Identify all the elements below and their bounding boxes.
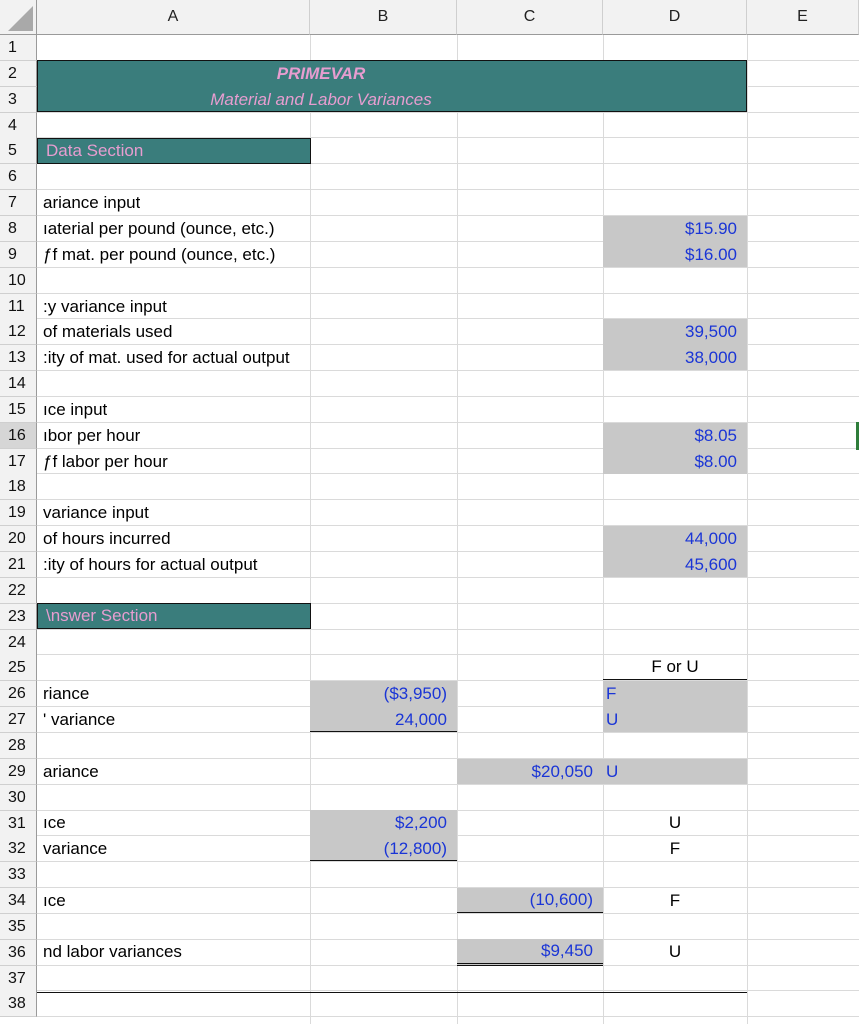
- label-row-34: ıce: [43, 890, 66, 910]
- row-header-23[interactable]: 23: [0, 604, 37, 630]
- label-row-7: ariance input: [43, 192, 141, 212]
- row-header-36[interactable]: 36: [0, 940, 37, 966]
- row-header-8[interactable]: 8: [0, 216, 37, 242]
- column-header-e[interactable]: [747, 0, 859, 35]
- label-row-32: variance: [43, 838, 108, 858]
- row-header-10[interactable]: 10: [0, 268, 37, 294]
- label-row-29: ariance: [43, 761, 99, 781]
- actual-price-material-cell[interactable]: $15.90: [685, 218, 737, 238]
- label-row-16: ıbor per hour: [43, 425, 141, 445]
- price-variance-value[interactable]: ($3,950): [383, 683, 447, 703]
- row-header-30[interactable]: 30: [0, 785, 37, 811]
- label-row-26: riance: [43, 683, 90, 703]
- row-header-35[interactable]: 35: [0, 914, 37, 940]
- row-header-21[interactable]: 21: [0, 552, 37, 578]
- row-header-26[interactable]: 26: [0, 681, 37, 707]
- row-header-22[interactable]: 22: [0, 578, 37, 604]
- label-row-11: :y variance input: [43, 296, 167, 316]
- sheet-subtitle: Material and Labor Variances: [210, 90, 432, 109]
- f-or-u-header: F or U: [603, 655, 747, 680]
- price-variance-flag[interactable]: F: [606, 683, 617, 703]
- row-header-19[interactable]: 19: [0, 500, 37, 526]
- row-header-4[interactable]: 4: [0, 113, 37, 139]
- column-header-label: C: [523, 8, 536, 25]
- column-header-label: D: [668, 8, 681, 25]
- label-row-17: ƒf labor per hour: [43, 451, 168, 471]
- rate-variance-flag[interactable]: U: [668, 812, 682, 832]
- row-header-18[interactable]: 18: [0, 474, 37, 500]
- label-row-12: of materials used: [43, 321, 173, 341]
- row-header-1[interactable]: 1: [0, 35, 37, 61]
- row-header-13[interactable]: 13: [0, 345, 37, 371]
- row-header-24[interactable]: 24: [0, 630, 37, 656]
- bottom-border-line: [37, 992, 747, 993]
- row-header-20[interactable]: 20: [0, 526, 37, 552]
- label-row-19: variance input: [43, 502, 149, 522]
- row-header-37[interactable]: 37: [0, 966, 37, 992]
- total-labor-variance-value[interactable]: (10,600): [457, 888, 603, 913]
- row-header-9[interactable]: 9: [0, 242, 37, 268]
- standard-qty-materials-cell[interactable]: 38,000: [685, 347, 737, 367]
- label-row-15: ıce input: [43, 399, 108, 419]
- efficiency-variance-flag[interactable]: F: [669, 838, 681, 858]
- row-header-32[interactable]: 32: [0, 836, 37, 862]
- column-header-a[interactable]: [37, 0, 310, 35]
- row-header-12[interactable]: 12: [0, 319, 37, 345]
- total-material-variance-value[interactable]: $20,050: [531, 761, 593, 781]
- standard-rate-labor-cell[interactable]: $8.00: [694, 451, 737, 471]
- row-header-14[interactable]: 14: [0, 371, 37, 397]
- label-row-13: :ity of mat. used for actual output: [43, 347, 290, 367]
- row-header-5[interactable]: 5: [0, 138, 37, 164]
- row-header-6[interactable]: 6: [0, 164, 37, 190]
- label-row-21: :ity of hours for actual output: [43, 554, 258, 574]
- actual-qty-materials-cell[interactable]: 39,500: [685, 321, 737, 341]
- row-header-15[interactable]: 15: [0, 397, 37, 423]
- quantity-variance-value[interactable]: 24,000: [395, 709, 447, 729]
- row-header-25[interactable]: 25: [0, 655, 37, 681]
- row-header-29[interactable]: 29: [0, 759, 37, 785]
- row-header-31[interactable]: 31: [0, 811, 37, 837]
- actual-rate-labor-cell[interactable]: $8.05: [694, 425, 737, 445]
- column-header-label: A: [167, 8, 179, 25]
- total-variances-value[interactable]: $9,450: [457, 939, 603, 966]
- actual-hours-cell[interactable]: 44,000: [685, 528, 737, 548]
- column-header-label: B: [377, 8, 389, 25]
- data-section-header: Data Section: [37, 138, 311, 164]
- standard-price-material-cell[interactable]: $16.00: [685, 244, 737, 264]
- standard-hours-cell[interactable]: 45,600: [685, 554, 737, 574]
- column-header-label: E: [797, 8, 808, 25]
- label-row-8: ıaterial per pound (ounce, etc.): [43, 218, 275, 238]
- total-variances-flag[interactable]: U: [668, 941, 682, 961]
- row-header-17[interactable]: 17: [0, 449, 37, 475]
- quantity-variance-flag[interactable]: U: [606, 709, 619, 729]
- total-labor-variance-flag[interactable]: F: [669, 890, 681, 910]
- total-material-variance-flag[interactable]: U: [606, 761, 619, 781]
- column-header-b[interactable]: [310, 0, 457, 35]
- row-header-34[interactable]: 34: [0, 888, 37, 914]
- row-header-11[interactable]: 11: [0, 294, 37, 320]
- column-header-d[interactable]: [603, 0, 747, 35]
- sheet-title: PRIMEVAR: [276, 64, 366, 83]
- rate-variance-value[interactable]: $2,200: [395, 812, 447, 832]
- label-row-31: ıce: [43, 812, 66, 832]
- title-block: [37, 60, 747, 112]
- label-row-9: ƒf mat. per pound (ounce, etc.): [43, 244, 276, 264]
- row-header-27[interactable]: 27: [0, 707, 37, 733]
- row-header-33[interactable]: 33: [0, 862, 37, 888]
- row-header-2[interactable]: 2: [0, 61, 37, 87]
- row-header-16[interactable]: 16: [0, 423, 37, 449]
- label-row-36: nd labor variances: [43, 941, 182, 961]
- label-row-20: of hours incurred: [43, 528, 171, 548]
- row-header-3[interactable]: 3: [0, 87, 37, 113]
- row-header-38[interactable]: 38: [0, 991, 37, 1017]
- row-header-28[interactable]: 28: [0, 733, 37, 759]
- answer-section-header: \nswer Section: [37, 603, 311, 629]
- efficiency-variance-value[interactable]: (12,800): [383, 838, 447, 858]
- column-header-c[interactable]: [457, 0, 603, 35]
- select-all-corner[interactable]: [0, 0, 37, 35]
- label-row-27: ' variance: [43, 709, 116, 729]
- row-header-7[interactable]: 7: [0, 190, 37, 216]
